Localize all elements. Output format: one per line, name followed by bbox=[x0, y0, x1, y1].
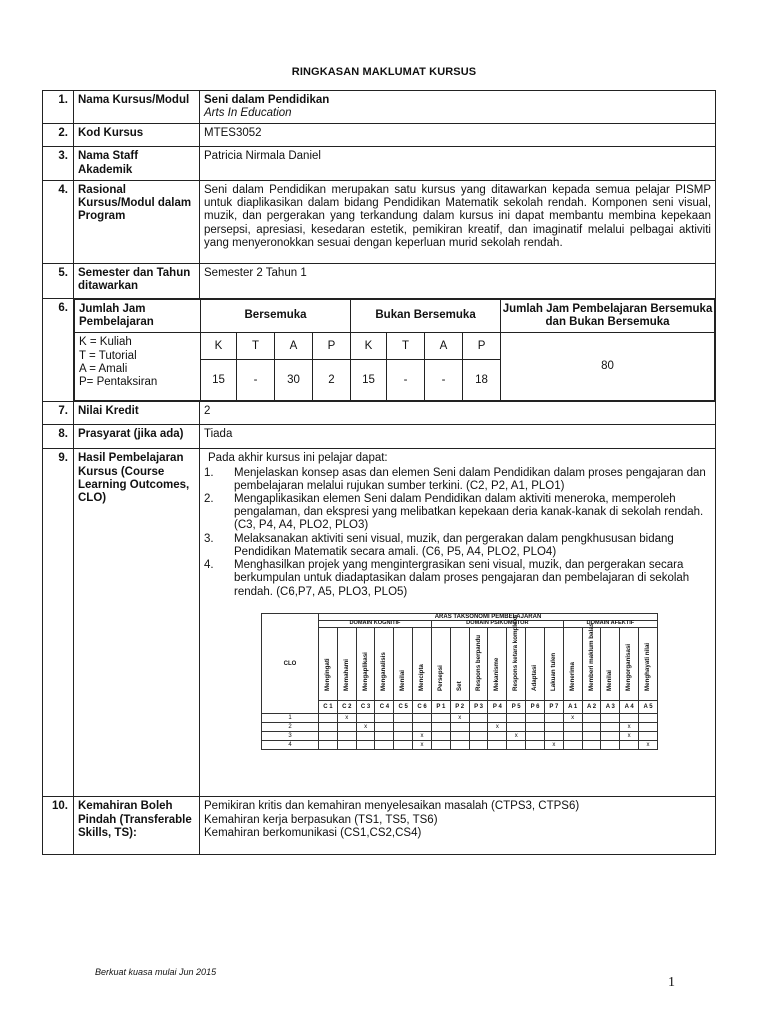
course-name: Seni dalam Pendidikan bbox=[204, 94, 330, 106]
taxonomy-level-label: Memahami bbox=[342, 658, 350, 691]
taxonomy-level-header bbox=[507, 614, 526, 700]
taxonomy-mark bbox=[601, 740, 620, 749]
clo-text: Menjelaskan konsep asas dan elemen Seni dalam Pendidikan dalam proses pengajaran dan pembelajaran melalui rujukan sumber terkini. (C2, P2, A1, PLO1) bbox=[234, 466, 706, 492]
footer-note: Berkuat kuasa mulai Jun 2015 bbox=[95, 967, 217, 977]
taxonomy-level-header bbox=[563, 627, 582, 700]
taxonomy-mark bbox=[375, 740, 394, 749]
taxonomy-level-label: Respons ketara kompleks bbox=[512, 614, 520, 691]
clo-number: 3. bbox=[204, 532, 214, 545]
taxonomy-mark bbox=[582, 722, 601, 731]
taxonomy-mark bbox=[319, 731, 338, 740]
taxonomy-code: A 1 bbox=[563, 700, 582, 713]
taxonomy-mark: x bbox=[639, 740, 658, 749]
taxonomy-mark bbox=[507, 722, 526, 731]
taxonomy-mark: x bbox=[337, 713, 356, 722]
taxonomy-code: P 3 bbox=[469, 700, 488, 713]
taxonomy-code: A 4 bbox=[620, 700, 639, 713]
taxonomy-mark bbox=[639, 713, 658, 722]
taxonomy-mark bbox=[639, 731, 658, 740]
prerequisite-value: Tiada bbox=[200, 425, 716, 449]
taxonomy-level-header bbox=[319, 627, 338, 700]
row-label: Jumlah Jam Pembelajaran bbox=[75, 299, 201, 332]
taxonomy-row bbox=[262, 731, 658, 740]
row-rationale bbox=[43, 180, 716, 263]
clo-number: 1. bbox=[204, 466, 214, 479]
course-name-english: Arts In Education bbox=[204, 107, 292, 120]
row-label: Rasional Kursus/Modul dalam Program bbox=[74, 180, 200, 263]
clo-item bbox=[204, 533, 711, 559]
taxonomy-code: P 1 bbox=[431, 700, 450, 713]
taxonomy-mark bbox=[431, 731, 450, 740]
taxonomy-mark bbox=[601, 731, 620, 740]
taxonomy-mark bbox=[319, 722, 338, 731]
taxonomy-code: C 4 bbox=[375, 700, 394, 713]
taxonomy-mark bbox=[375, 722, 394, 731]
taxonomy-code: C 6 bbox=[413, 700, 432, 713]
clo-number: 4. bbox=[204, 559, 214, 572]
taxonomy-mark: x bbox=[620, 722, 639, 731]
taxonomy-mark bbox=[375, 713, 394, 722]
taxonomy-code: P 2 bbox=[450, 700, 469, 713]
row-prerequisite bbox=[43, 425, 716, 449]
transferable-skills bbox=[200, 797, 716, 855]
taxonomy-row bbox=[262, 740, 658, 749]
taxonomy-table-wrapper bbox=[261, 613, 658, 750]
taxonomy-mark bbox=[394, 713, 413, 722]
taxonomy-mark bbox=[469, 713, 488, 722]
taxonomy-level-label: Menghayati nilai bbox=[643, 642, 651, 691]
taxonomy-level-label: Set bbox=[455, 680, 463, 691]
taxonomy-level-label: Mencipta bbox=[417, 663, 425, 691]
domain-header: DOMAIN AFEKTIF bbox=[563, 620, 657, 627]
taxonomy-code: P 5 bbox=[507, 700, 526, 713]
taxonomy-mark bbox=[319, 740, 338, 749]
rationale-text: Seni dalam Pendidikan merupakan satu kursus yang ditawarkan kepada semua pelajar PISMP untuk diaplikasikan dalam bidang Pendidikan Matematik sekolah rendah. Komponen seni visual, muzik, dan pergerakan yang terkandung dalam kursus ini dapat membantu membina kepekaan persepsi, apresiasi, kesedaran estetik, pemikiran kreatif, dan imaginatif melalui pelbagai aktiviti yang menyeronokkan sesuai dengan keperluan murid sekolah rendah. bbox=[200, 180, 716, 263]
taxonomy-level-header bbox=[488, 627, 507, 700]
taxonomy-level-header bbox=[526, 627, 545, 700]
taxonomy-level-label: Persepsi bbox=[436, 664, 444, 691]
taxonomy-level-header bbox=[469, 627, 488, 700]
taxonomy-mark: x bbox=[413, 740, 432, 749]
taxonomy-code: P 6 bbox=[526, 700, 545, 713]
row-label: Semester dan Tahun ditawarkan bbox=[74, 263, 200, 298]
hours-code: T bbox=[237, 333, 275, 360]
hours-value: - bbox=[425, 360, 463, 401]
taxonomy-mark bbox=[526, 713, 545, 722]
row-transferable-skills bbox=[43, 797, 716, 855]
hours-value: - bbox=[387, 360, 425, 401]
course-info-table bbox=[42, 90, 716, 855]
row-number: 6. bbox=[43, 298, 74, 401]
hours-value: 15 bbox=[201, 360, 237, 401]
clo-intro: Pada akhir kursus ini pelajar dapat: bbox=[208, 452, 388, 465]
taxonomy-mark bbox=[450, 740, 469, 749]
head-bukan-bersemuka: Bukan Bersemuka bbox=[351, 299, 501, 332]
page-number: 1 bbox=[668, 975, 675, 990]
taxonomy-mark: x bbox=[450, 713, 469, 722]
taxonomy-mark bbox=[544, 713, 563, 722]
row-semester bbox=[43, 263, 716, 298]
taxonomy-mark bbox=[526, 722, 545, 731]
skill-line: Kemahiran kerja berpasukan (TS1, TS5, TS6) bbox=[204, 813, 438, 826]
taxonomy-mark: x bbox=[620, 731, 639, 740]
clo-content bbox=[200, 449, 716, 797]
hours-code: K bbox=[351, 333, 387, 360]
taxonomy-mark bbox=[375, 731, 394, 740]
taxonomy-level-header bbox=[337, 627, 356, 700]
skill-line: Kemahiran berkomunikasi (CS1,CS2,CS4) bbox=[204, 826, 422, 839]
taxonomy-level-label: Menilai bbox=[606, 669, 614, 691]
taxonomy-mark bbox=[413, 722, 432, 731]
taxonomy-mark: x bbox=[413, 731, 432, 740]
taxonomy-mark bbox=[431, 740, 450, 749]
legend-item: T = Tutorial bbox=[79, 349, 137, 362]
taxonomy-mark bbox=[563, 740, 582, 749]
row-label: Kemahiran Boleh Pindah (Transferable Skills, TS): bbox=[74, 797, 200, 855]
row-academic-staff bbox=[43, 147, 716, 180]
taxonomy-mark bbox=[488, 740, 507, 749]
skill-line: Pemikiran kritis dan kemahiran menyelesaikan masalah (CTPS3, CTPS6) bbox=[204, 800, 580, 813]
taxonomy-mark bbox=[620, 740, 639, 749]
taxonomy-mark bbox=[469, 722, 488, 731]
row-label: Hasil Pembelajaran Kursus (Course Learning Outcomes, CLO) bbox=[74, 449, 200, 797]
domain-header: DOMAIN KOGNITIF bbox=[319, 620, 432, 627]
taxonomy-mark bbox=[450, 722, 469, 731]
hours-value: - bbox=[237, 360, 275, 401]
taxonomy-mark: x bbox=[507, 731, 526, 740]
taxonomy-mark: x bbox=[488, 722, 507, 731]
taxonomy-mark bbox=[563, 722, 582, 731]
taxonomy-code: C 5 bbox=[394, 700, 413, 713]
credit-value: 2 bbox=[200, 402, 716, 425]
taxonomy-mark bbox=[394, 722, 413, 731]
row-number: 10. bbox=[43, 797, 74, 855]
taxonomy-mark: x bbox=[563, 713, 582, 722]
taxonomy-code: A 3 bbox=[601, 700, 620, 713]
taxonomy-level-header bbox=[356, 627, 375, 700]
taxonomy-code: P 4 bbox=[488, 700, 507, 713]
row-course-name bbox=[43, 91, 716, 124]
clo-list bbox=[204, 467, 711, 599]
taxonomy-mark bbox=[469, 740, 488, 749]
taxonomy-mark bbox=[526, 731, 545, 740]
taxonomy-row bbox=[262, 713, 658, 722]
taxonomy-title: ARAS TAKSONOMI PEMBELAJARAN bbox=[319, 613, 658, 620]
taxonomy-level-header bbox=[639, 627, 658, 700]
legend-item: P= Pentaksiran bbox=[79, 375, 158, 388]
hours-code: P bbox=[313, 333, 351, 360]
learning-hours-table bbox=[74, 299, 715, 401]
row-number: 4. bbox=[43, 180, 74, 263]
hours-legend bbox=[75, 333, 201, 401]
taxonomy-level-header bbox=[413, 627, 432, 700]
taxonomy-code: C 2 bbox=[337, 700, 356, 713]
taxonomy-mark bbox=[620, 713, 639, 722]
taxonomy-code: P 7 bbox=[544, 700, 563, 713]
taxonomy-mark bbox=[469, 731, 488, 740]
taxonomy-mark bbox=[526, 740, 545, 749]
taxonomy-mark bbox=[450, 731, 469, 740]
row-number: 7. bbox=[43, 402, 74, 425]
taxonomy-clo-number: 2 bbox=[262, 722, 319, 731]
taxonomy-mark bbox=[394, 740, 413, 749]
hours-value: 2 bbox=[313, 360, 351, 401]
taxonomy-level-label: Mengaplikasi bbox=[361, 651, 369, 691]
taxonomy-level-label: Lakuan tulen bbox=[549, 652, 557, 691]
course-code: MTES3052 bbox=[200, 124, 716, 147]
taxonomy-mark bbox=[356, 713, 375, 722]
taxonomy-mark bbox=[488, 713, 507, 722]
row-label: Nama Kursus/Modul bbox=[74, 91, 200, 124]
taxonomy-mark bbox=[601, 713, 620, 722]
row-number: 1. bbox=[43, 91, 74, 124]
taxonomy-level-label: Adaptasi bbox=[530, 664, 538, 691]
taxonomy-row bbox=[262, 722, 658, 731]
clo-text: Menghasilkan projek yang mengintergrasikan seni visual, muzik, dan pergerakan secara berkumpulan untuk diadaptasikan dalam proses pengajaran dan pembelajaran di sekolah rendah. (C6,P7, A5, PLO3, PLO5) bbox=[234, 559, 690, 598]
taxonomy-mark bbox=[507, 740, 526, 749]
taxonomy-mark bbox=[488, 731, 507, 740]
document-title: RINGKASAN MAKLUMAT KURSUS bbox=[291, 66, 477, 78]
academic-staff: Patricia Nirmala Daniel bbox=[200, 147, 716, 180]
taxonomy-code: C 3 bbox=[356, 700, 375, 713]
hours-code: A bbox=[425, 333, 463, 360]
taxonomy-mark bbox=[319, 713, 338, 722]
taxonomy-mark bbox=[337, 731, 356, 740]
taxonomy-clo-number: 3 bbox=[262, 731, 319, 740]
row-number: 3. bbox=[43, 147, 74, 180]
row-value bbox=[200, 91, 716, 124]
taxonomy-mark bbox=[394, 731, 413, 740]
row-label: Kod Kursus bbox=[74, 124, 200, 147]
row-number: 9. bbox=[43, 449, 74, 797]
taxonomy-level-label: Menganalisis bbox=[380, 651, 388, 691]
hours-code: P bbox=[463, 333, 501, 360]
taxonomy-level-header bbox=[582, 622, 601, 700]
taxonomy-level-label: Mengorganisasi bbox=[625, 643, 633, 691]
clo-item bbox=[204, 493, 711, 533]
row-label: Nilai Kredit bbox=[74, 402, 200, 425]
taxonomy-mark bbox=[563, 731, 582, 740]
hours-total: 80 bbox=[501, 333, 715, 401]
taxonomy-mark bbox=[431, 713, 450, 722]
taxonomy-mark bbox=[431, 722, 450, 731]
taxonomy-mark bbox=[601, 722, 620, 731]
legend-item: K = Kuliah bbox=[79, 336, 132, 349]
taxonomy-code: A 5 bbox=[639, 700, 658, 713]
taxonomy-level-label: Mekanisme bbox=[493, 657, 501, 691]
taxonomy-mark bbox=[507, 713, 526, 722]
taxonomy-level-header bbox=[450, 627, 469, 700]
taxonomy-mark bbox=[544, 731, 563, 740]
hours-value: 15 bbox=[351, 360, 387, 401]
taxonomy-level-header bbox=[601, 627, 620, 700]
taxonomy-mark bbox=[337, 740, 356, 749]
row-number: 2. bbox=[43, 124, 74, 147]
taxonomy-level-label: Memberi maklum balas bbox=[587, 622, 595, 691]
taxonomy-mark bbox=[356, 731, 375, 740]
row-label: Nama Staff Akademik bbox=[74, 147, 200, 180]
taxonomy-mark bbox=[582, 713, 601, 722]
taxonomy-table bbox=[261, 613, 658, 750]
taxonomy-mark bbox=[337, 722, 356, 731]
taxonomy-level-label: Menilai bbox=[399, 669, 407, 691]
taxonomy-mark bbox=[582, 731, 601, 740]
hours-value: 18 bbox=[463, 360, 501, 401]
taxonomy-level-header bbox=[544, 627, 563, 700]
taxonomy-level-header bbox=[431, 627, 450, 700]
taxonomy-code: C 1 bbox=[319, 700, 338, 713]
row-number: 8. bbox=[43, 425, 74, 449]
taxonomy-level-label: Menerima bbox=[568, 661, 576, 691]
taxonomy-clo-number: 4 bbox=[262, 740, 319, 749]
clo-number: 2. bbox=[204, 492, 214, 505]
row-course-code bbox=[43, 124, 716, 147]
taxonomy-level-header bbox=[375, 627, 394, 700]
clo-corner bbox=[262, 613, 319, 627]
taxonomy-mark bbox=[413, 713, 432, 722]
taxonomy-level-header bbox=[620, 627, 639, 700]
taxonomy-mark bbox=[639, 722, 658, 731]
row-label: Prasyarat (jika ada) bbox=[74, 425, 200, 449]
taxonomy-level-label: Respons berpandu bbox=[474, 634, 482, 691]
clo-text: Mengaplikasikan elemen Seni dalam Pendidikan dalam aktiviti meneroka, memperoleh pengalaman, dan ekspresi yang melibatkan kepekaan deria kanak-kanak di sekolah rendah. (C3, P4, A4, PLO2, PLO3) bbox=[234, 492, 704, 532]
taxonomy-clo-number: 1 bbox=[262, 713, 319, 722]
clo-text: Melaksanakan aktiviti seni visual, muzik, dan pergerakan dalam pengkhususan bidang Pendidikan Matematik secara amali. (C6, P5, A4, PLO2, PLO4) bbox=[234, 532, 674, 558]
clo-item bbox=[204, 559, 711, 599]
taxonomy-level-header bbox=[394, 627, 413, 700]
taxonomy-code: A 2 bbox=[582, 700, 601, 713]
clo-label: CLO bbox=[262, 627, 319, 700]
domain-header: DOMAIN PSIKOMOTOR bbox=[431, 620, 563, 627]
taxonomy-mark bbox=[356, 740, 375, 749]
hours-value: 30 bbox=[275, 360, 313, 401]
head-jumlah-jam: Jumlah Jam Pembelajaran Bersemuka dan Bukan Bersemuka bbox=[501, 299, 715, 332]
taxonomy-mark bbox=[544, 722, 563, 731]
clo-item bbox=[204, 467, 711, 493]
clo-spacer bbox=[262, 700, 319, 713]
hours-code: A bbox=[275, 333, 313, 360]
taxonomy-mark: x bbox=[356, 722, 375, 731]
taxonomy-level-label: Mengingati bbox=[323, 657, 331, 691]
row-clo bbox=[43, 449, 716, 797]
row-learning-hours bbox=[43, 298, 716, 401]
hours-code: T bbox=[387, 333, 425, 360]
row-credit bbox=[43, 402, 716, 425]
taxonomy-mark: x bbox=[544, 740, 563, 749]
head-bersemuka: Bersemuka bbox=[201, 299, 351, 332]
taxonomy-mark bbox=[582, 740, 601, 749]
row-number: 5. bbox=[43, 263, 74, 298]
legend-item: A = Amali bbox=[79, 362, 128, 375]
hours-code: K bbox=[201, 333, 237, 360]
semester-value: Semester 2 Tahun 1 bbox=[200, 263, 716, 298]
